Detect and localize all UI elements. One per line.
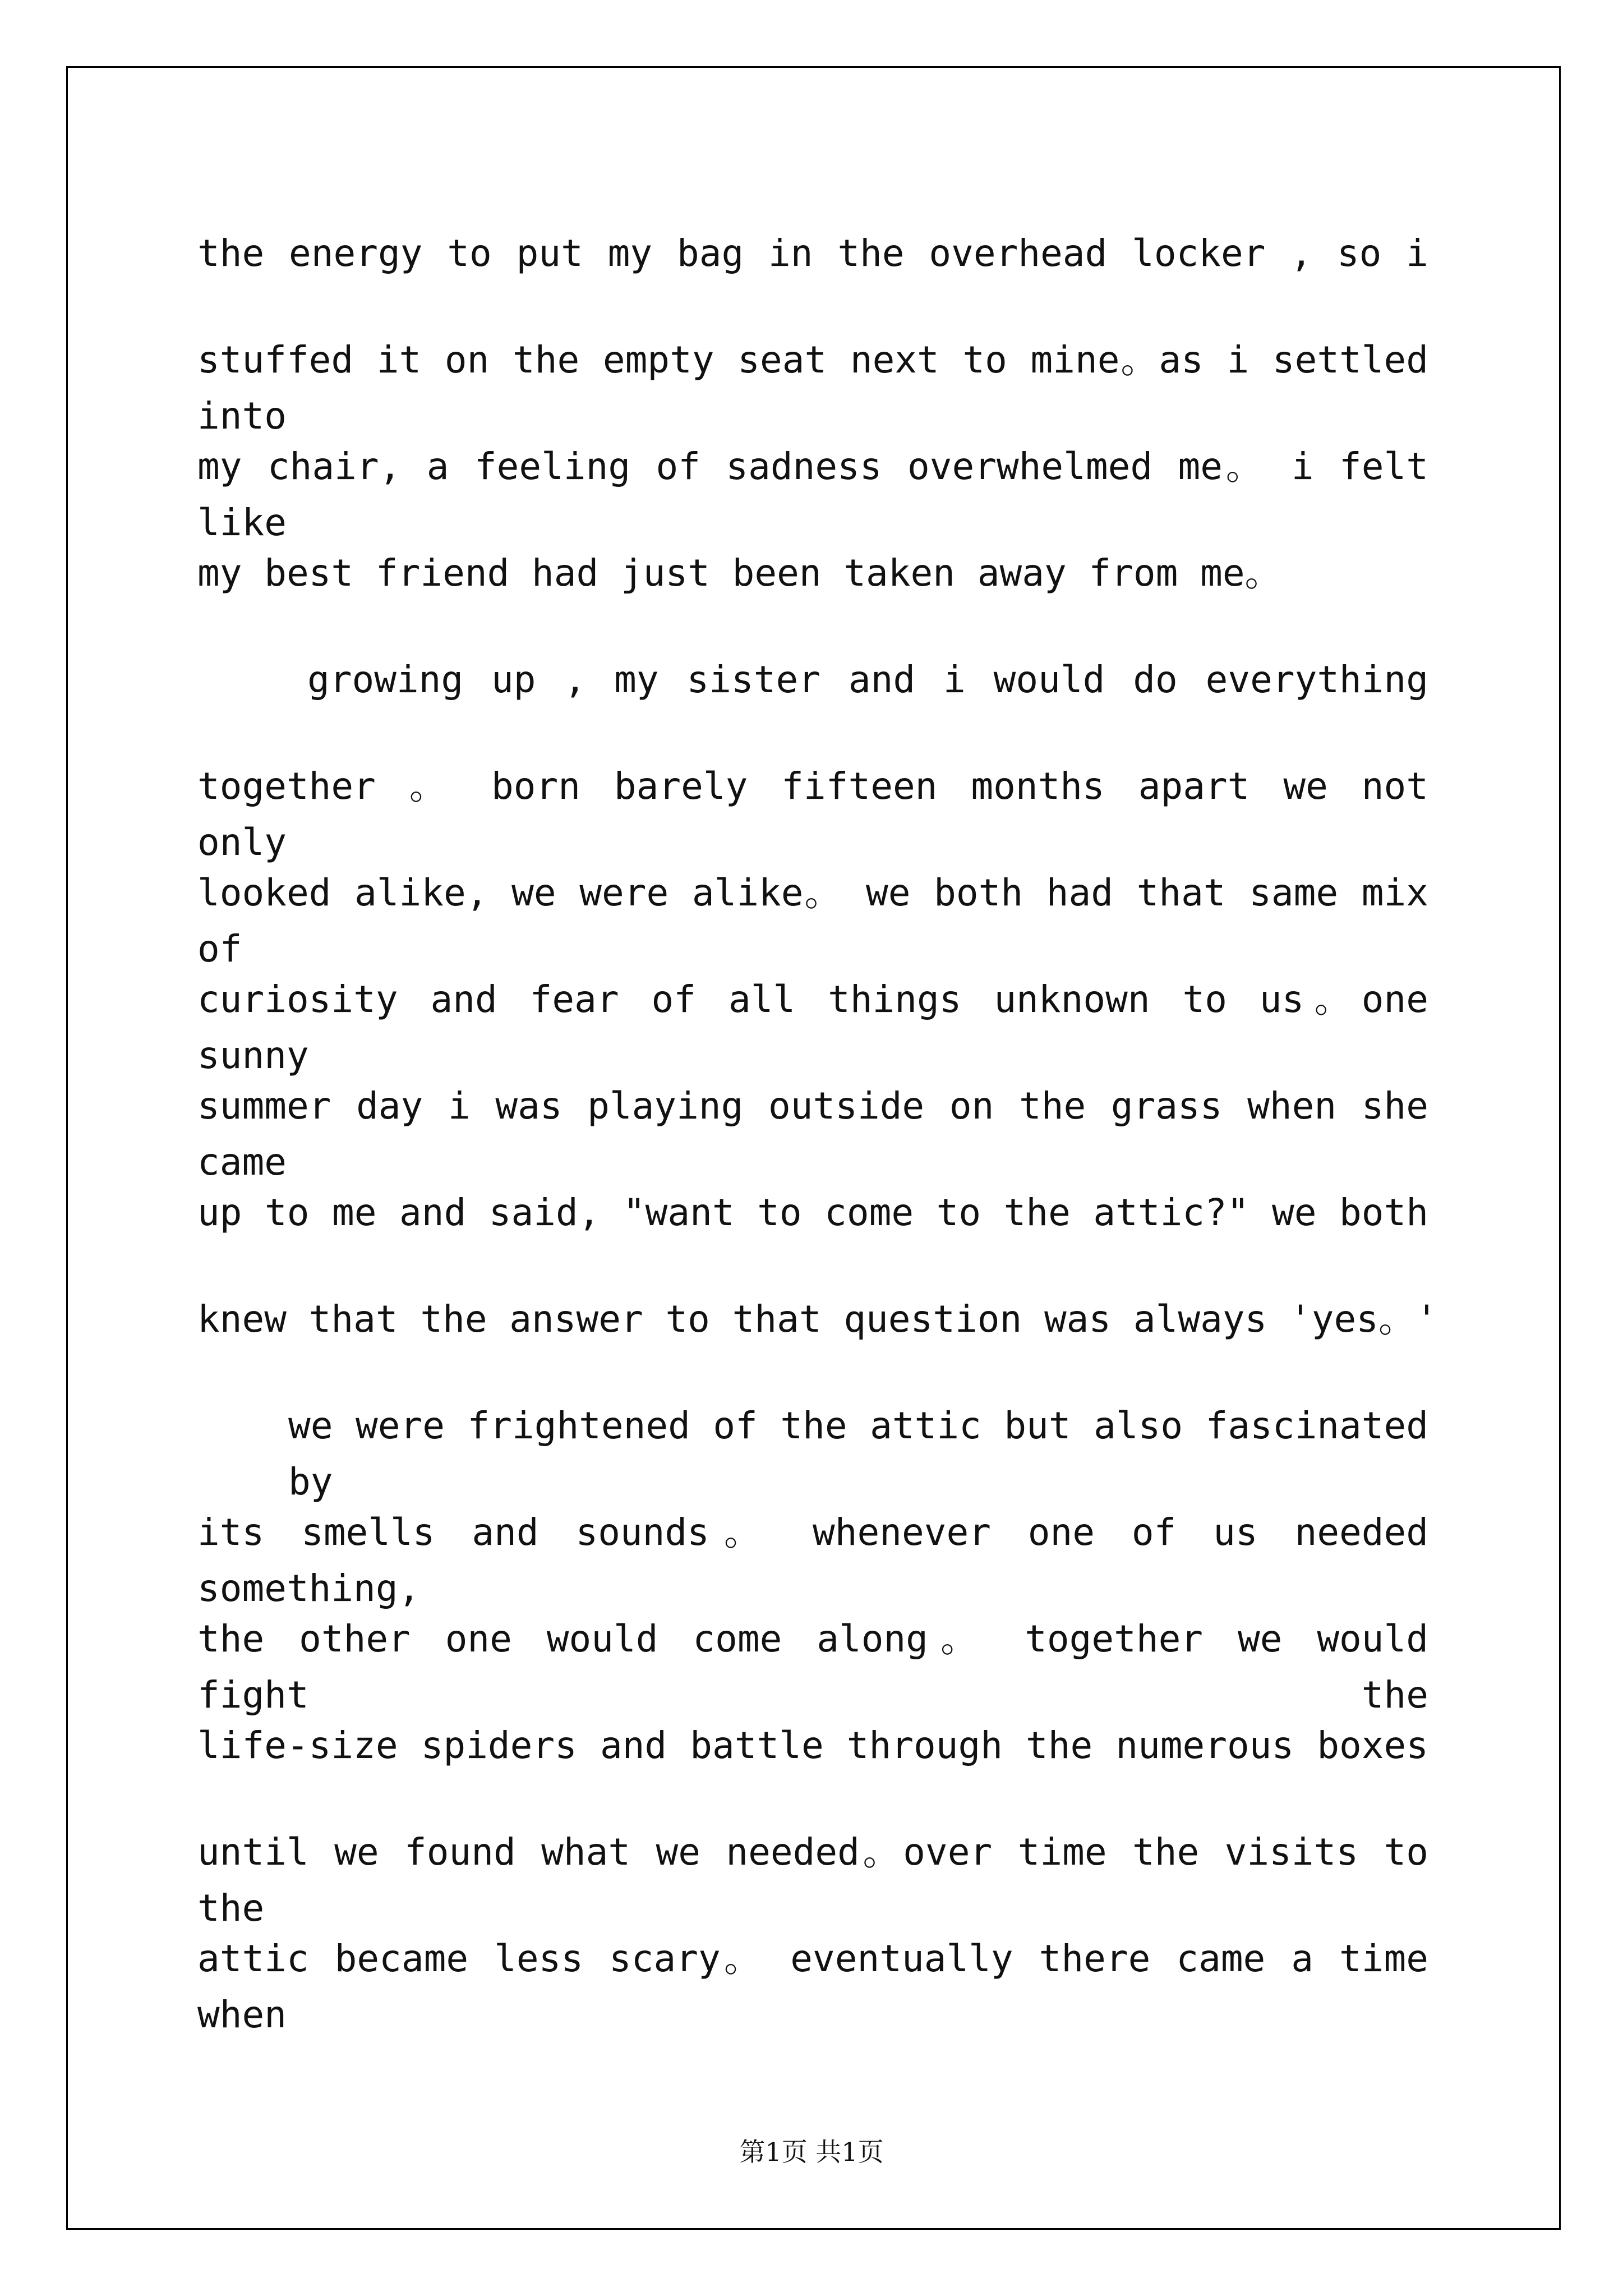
text-line: summer day i was playing outside on the grass when she came bbox=[197, 1084, 1428, 1184]
page-footer: 第1页 共1页 bbox=[739, 2137, 884, 2167]
text-line: up to me and said, "want to come to the attic?" we both bbox=[197, 1191, 1428, 1234]
paragraph-start-line: we were frightened of the attic but also fascinated by bbox=[288, 1404, 1428, 1503]
text-line: life-size spiders and battle through the numerous boxes bbox=[197, 1724, 1428, 1767]
text-line: stuffed it on the empty seat next to mine。as i settled into bbox=[197, 338, 1428, 438]
text-line: together 。 born barely fifteen months apart we not only bbox=[197, 765, 1428, 864]
text-line: my chair, a feeling of sadness overwhelmed me。 i felt like bbox=[197, 445, 1428, 544]
text-line: the energy to put my bag in the overhead locker , so i bbox=[197, 232, 1428, 275]
paragraph-start-line: growing up , my sister and i would do everything bbox=[307, 658, 1428, 701]
text-line: until we found what we needed。over time the visits to the bbox=[197, 1830, 1428, 1930]
text-line: attic became less scary。 eventually there came a time when bbox=[197, 1937, 1428, 2036]
text-line: looked alike, we were alike。 we both had that same mix of bbox=[197, 871, 1428, 970]
text-line: its smells and sounds。 whenever one of us needed something, bbox=[197, 1511, 1428, 1610]
text-line: my best friend had just been taken away from me。 bbox=[197, 551, 1282, 595]
text-line: knew that the answer to that question was always 'yes。' bbox=[197, 1297, 1438, 1341]
text-line: curiosity and fear of all things unknown to us。one sunny bbox=[197, 978, 1428, 1077]
document-body bbox=[197, 226, 1438, 2037]
text-line: the other one would come along。 together we would fight the bbox=[197, 1617, 1428, 1717]
